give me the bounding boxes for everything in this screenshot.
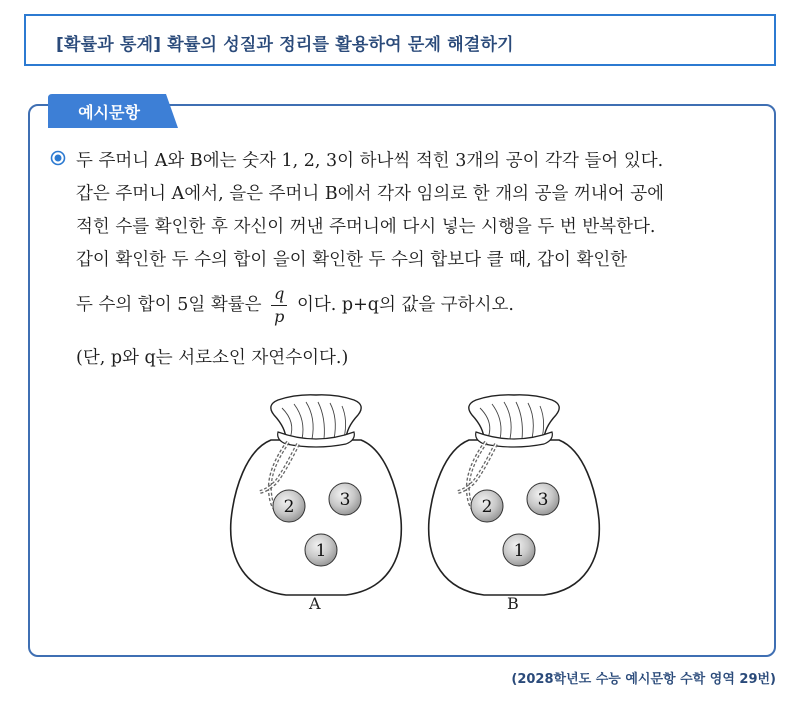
ball-b-2: [471, 490, 503, 522]
question-line-1: 두 주머니 A와 B에는 숫자 1, 2, 3이 하나씩 적힌 3개의 공이 각각 들어 있다.: [76, 151, 664, 171]
ball-b-1-label: 1: [513, 541, 525, 561]
line5-after: 이다. p+q의 값을 구하시오.: [296, 294, 514, 315]
ball-b-2-label: 2: [481, 497, 493, 517]
ball-b-1: [503, 534, 535, 566]
bag-b: [429, 395, 600, 595]
ball-b-3: [527, 483, 559, 515]
question-line-2: 갑은 주머니 A에서, 을은 주머니 B에서 각자 임의로 한 개의 공을 꺼내어 공에: [76, 184, 665, 204]
bag-a: [231, 395, 402, 595]
ball-a-2: [273, 490, 305, 522]
question-line-4: 갑이 확인한 두 수의 합이 을이 확인한 두 수의 합보다 클 때, 갑이 확인한: [76, 250, 628, 270]
ball-b-3-label: 3: [537, 490, 549, 510]
fraction-numerator: q: [271, 286, 287, 306]
ball-a-2-label: 2: [283, 497, 295, 517]
line5-before: 두 수의 합이 5일 확률은: [76, 294, 262, 315]
example-tab-label: 예시문항: [78, 103, 140, 122]
ball-a-1-label: 1: [315, 541, 327, 561]
source-citation: (2028학년도 수능 예시문항 수학 영역 29번): [511, 672, 776, 687]
fraction-denominator: p: [274, 307, 285, 326]
ball-a-1: [305, 534, 337, 566]
bag-a-label: A: [309, 594, 321, 613]
ball-a-3-label: 3: [339, 490, 351, 510]
question-line-3: 적힌 수를 확인한 후 자신이 꺼낸 주머니에 다시 넣는 시행을 두 번 반복한다.: [76, 217, 656, 237]
bag-b-label: B: [507, 594, 519, 613]
header-title: [확률과 통계] 확률의 성질과 정리를 활용하여 문제 해결하기: [56, 35, 514, 55]
ball-a-3: [329, 483, 361, 515]
question-line-6: (단, p와 q는 서로소인 자연수이다.): [76, 348, 349, 368]
